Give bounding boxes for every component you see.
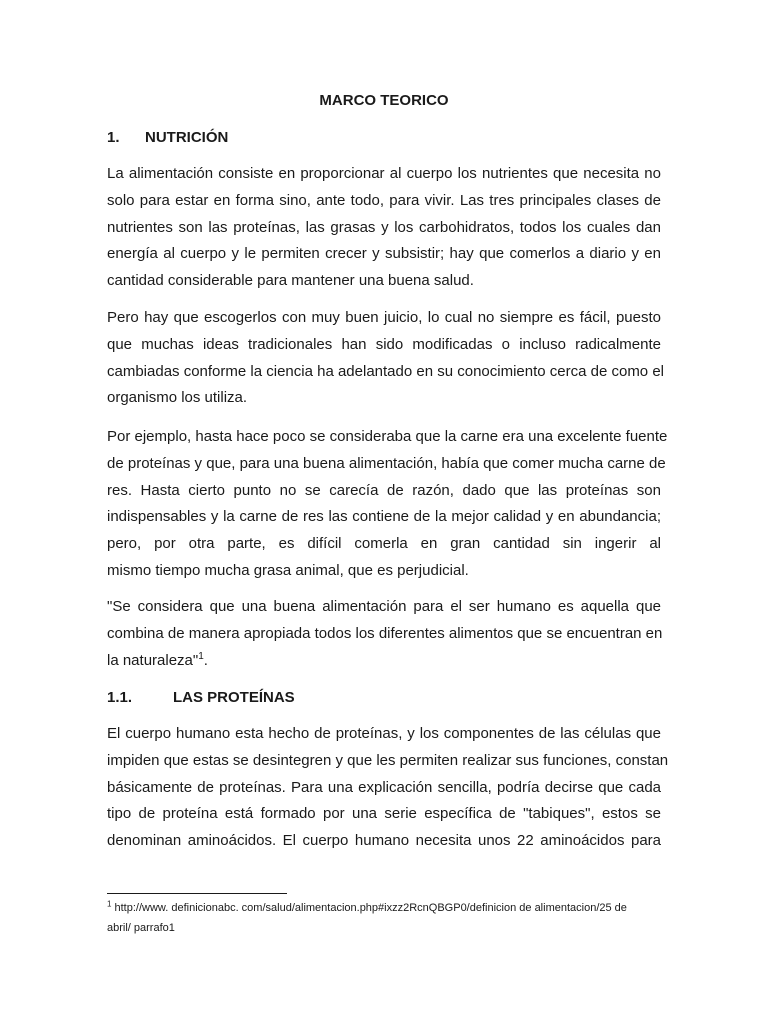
paragraph-line: cantidad considerable para mantener una buena salud.: [107, 272, 474, 290]
paragraph-line-with-footnote: [107, 648, 661, 675]
paragraph-line: indispensables y la carne de res las contiene de la mejor calidad y en abundancia;: [107, 508, 661, 526]
paragraph-line: que muchas ideas tradicionales han sido modificadas o incluso radicalmente: [107, 335, 661, 353]
footnote-line: abril/ parrafo1: [107, 922, 175, 934]
paragraph-line: mismo tiempo mucha grasa animal, que es perjudicial.: [107, 561, 469, 579]
paragraph-line: organismo los utiliza.: [107, 389, 248, 407]
footnote-line: [107, 898, 663, 918]
paragraph-4-quote: [107, 594, 661, 674]
document-title: MARCO TEORICO: [319, 92, 449, 109]
section-heading-proteinas: [107, 687, 295, 709]
section-heading-nutricion: [107, 127, 228, 149]
paragraph-line: cambiadas conforme la ciencia ha adelantado en su conocimiento cerca de como el: [107, 362, 664, 380]
footnote-reference[interactable]: 1: [198, 650, 204, 662]
paragraph-1: [107, 161, 661, 295]
paragraph-line: nutrientes son las proteínas, las grasas y los carbohidratos, todos los cuales dan: [107, 218, 661, 236]
paragraph-3: [107, 424, 668, 585]
section-title: NUTRICIÓN: [145, 129, 229, 146]
footnote-separator: [107, 893, 287, 894]
paragraph-line: energía al cuerpo y le permiten crecer y subsistir; hay que comerlos a diario y en: [107, 245, 661, 263]
paragraph-line: de proteínas y que, para una buena alimentación, había que comer mucha carne de: [107, 454, 666, 472]
paragraph-2: [107, 305, 664, 412]
footnote-marker: 1: [107, 899, 112, 909]
paragraph-line: pero, por otra parte, es difícil comerla en gran cantidad sin ingerir al: [107, 535, 661, 553]
paragraph-line: Pero hay que escogerlos con muy buen juicio, lo cual no siempre es fácil, puesto: [107, 309, 661, 326]
section-number: 1.: [107, 129, 120, 146]
paragraph-line: El cuerpo humano esta hecho de proteínas, y los componentes de las células que: [107, 725, 661, 742]
paragraph-line: denominan aminoácidos. El cuerpo humano necesita unos 22 aminoácidos para: [107, 832, 661, 850]
paragraph-line: "Se considera que una buena alimentación para el ser humano es aquella que: [107, 598, 661, 615]
paragraph-line: tipo de proteína está formado por una serie específica de "tabiques", estos se: [107, 805, 661, 823]
footnote-url-text[interactable]: http://www. definicionabc. com/salud/alimentacion.php#ixzz2RcnQBGP0/definicion de alimentacion/25 de: [111, 902, 627, 914]
footnote: [107, 898, 663, 938]
paragraph-line: impiden que estas se desintegren y que les permiten realizar sus funciones, constan: [107, 751, 669, 769]
paragraph-line: Por ejemplo, hasta hace poco se consideraba que la carne era una excelente fuente: [107, 428, 668, 445]
paragraph-line: solo para estar en forma sino, ante todo, para vivir. Las tres principales clases de: [107, 191, 661, 209]
quote-end-text: la naturaleza": [107, 651, 199, 669]
paragraph-line: res. Hasta cierto punto no se carecía de razón, dado que las proteínas son: [107, 481, 661, 499]
section-title: LAS PROTEÍNAS: [173, 689, 295, 706]
paragraph-5: [107, 721, 669, 855]
paragraph-line: combina de manera apropiada todos los diferentes alimentos que se encuentran en: [107, 624, 663, 642]
paragraph-line: La alimentación consiste en proporcionar al cuerpo los nutrientes que necesita no: [107, 165, 661, 182]
paragraph-line: básicamente de proteínas. Para una explicación sencilla, podría decirse que cada: [107, 778, 661, 796]
section-number: 1.1.: [107, 689, 133, 706]
sentence-period: .: [203, 651, 208, 669]
